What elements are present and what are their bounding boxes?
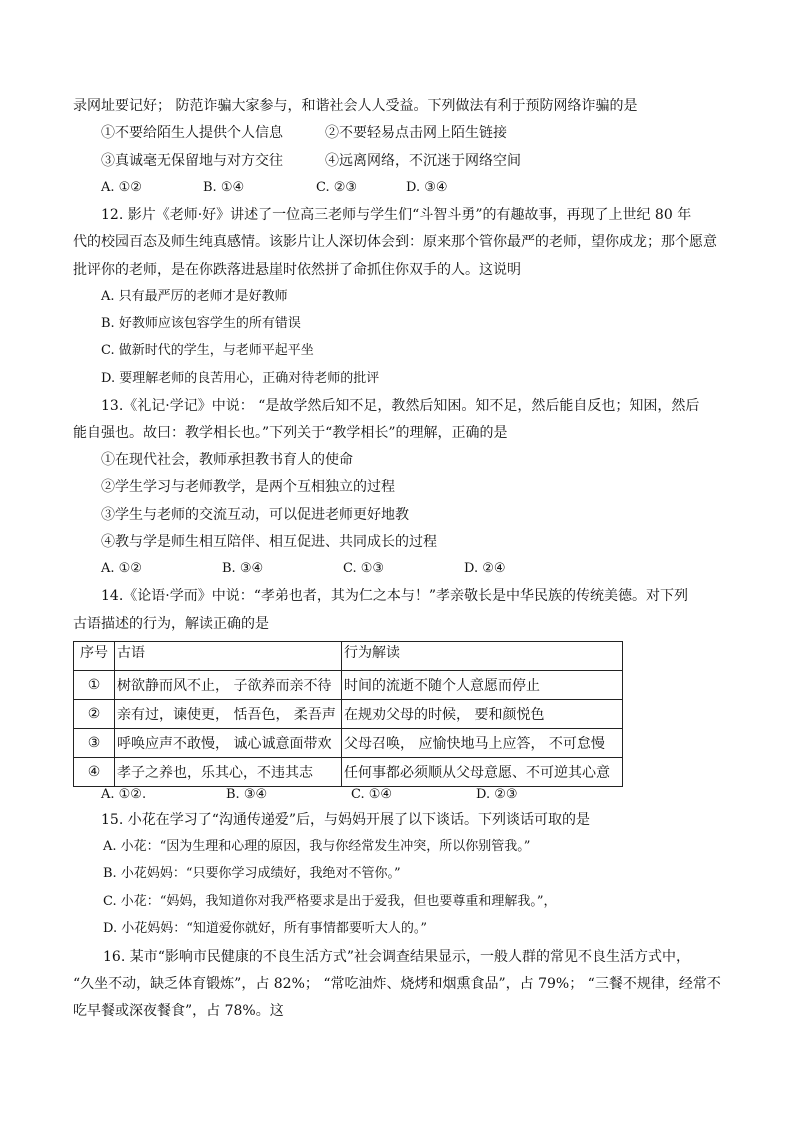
q15-option-a: A. 小花：“因为生理和心理的原因，我与你经常发生冲突，所以你别管我。” xyxy=(103,839,531,854)
q11-choice-a: A. ①② xyxy=(101,180,142,195)
q11-choice-b: B. ①④ xyxy=(203,180,245,195)
q11-item-3: ③真诚毫无保留地与对方交往 xyxy=(101,153,283,169)
q13-stem-line-1: 13.《礼记·学记》中说： “是故学然后知不足，教然后知困。知不足，然后能自反也；知困，然后 xyxy=(101,398,700,414)
q13-item-4: ④教与学是师生相互陪伴、相互促进、共同成长的过程 xyxy=(101,534,437,550)
q13-stem-line-2: 能自强也。故曰：教学相长也。”下列关于“教学相长”的理解，正确的是 xyxy=(73,425,508,441)
q16-stem-line-3: 吃早餐或深夜餐食”，占 78%。这 xyxy=(73,1003,284,1019)
table-row xyxy=(74,700,623,729)
table-cell: 树欲静而风不止， 子欲养而亲不待 xyxy=(115,671,342,700)
table-cell: 时间的流逝不随个人意愿而停止 xyxy=(342,671,623,700)
table-cell: 孝子之养也，乐其心，不违其志 xyxy=(115,758,342,787)
table-cell: ③ xyxy=(74,729,115,758)
q14-choice-c: C. ①④ xyxy=(351,787,393,802)
q11-choice-c: C. ②③ xyxy=(316,180,358,195)
q14-table xyxy=(73,641,623,787)
q11-item-2: ②不要轻易点击网上陌生链接 xyxy=(325,125,507,141)
q15-stem: 15. 小花在学习了“沟通传递爱”后，与妈妈开展了以下谈话。下列谈话可取的是 xyxy=(101,812,591,828)
table-header-cell: 古语 xyxy=(115,642,342,671)
table-header-cell: 序号 xyxy=(74,642,115,671)
q15-option-d: D. 小花妈妈：“知道爱你就好，所有事情都要听大人的。” xyxy=(103,921,428,936)
table-row xyxy=(74,729,623,758)
table-cell: 父母召唤， 应愉快地马上应答， 不可怠慢 xyxy=(342,729,623,758)
q14-stem-line-1: 14.《论语·学而》中说：“孝弟也者，其为仁之本与！”孝亲敬长是中华民族的传统美德。对下列 xyxy=(101,588,689,604)
q14-stem-line-2: 古语描述的行为，解读正确的是 xyxy=(73,616,269,632)
table-cell: 亲有过，谏使更， 恬吾色， 柔吾声 xyxy=(115,700,342,729)
q13-item-3: ③学生与老师的交流互动，可以促进老师更好地教 xyxy=(101,507,409,523)
q12-option-c: C. 做新时代的学生，与老师平起平坐 xyxy=(101,343,314,358)
q12-stem-line-2: 代的校园百态及师生纯真感情。该影片让人深切体会到：原来那个管你最严的老师，望你成龙；那个愿意 xyxy=(73,234,717,250)
q13-item-2: ②学生学习与老师教学，是两个互相独立的过程 xyxy=(101,479,395,495)
table-cell: ① xyxy=(74,671,115,700)
q13-choice-b: B. ③④ xyxy=(222,561,264,576)
q16-stem-line-1: 16. 某市“影响市民健康的不良生活方式”社会调查结果显示，一般人群的常见不良生活方式中， xyxy=(103,949,691,965)
table-row xyxy=(74,671,623,700)
q14-choice-d: D. ②③ xyxy=(476,787,518,802)
q13-choice-d: D. ②④ xyxy=(464,561,506,576)
table-cell: ④ xyxy=(74,758,115,787)
table-cell: 任何事都必须顺从父母意愿、不可逆其心意 xyxy=(342,758,623,787)
table-cell: ② xyxy=(74,700,115,729)
table-cell: 呼唤应声不敢慢， 诚心诚意面带欢 xyxy=(115,729,342,758)
q15-option-c: C. 小花：“妈妈，我知道你对我严格要求是出于爱我，但也要尊重和理解我。”， xyxy=(103,894,557,909)
table-header-row xyxy=(74,642,623,671)
q13-choice-a: A. ①② xyxy=(101,561,142,576)
table-row xyxy=(74,758,623,787)
q12-stem-line-3: 批评你的老师，是在你跌落进悬崖时依然拼了命抓住你双手的人。这说明 xyxy=(73,262,521,278)
q12-option-d: D. 要理解老师的良苦用心，正确对待老师的批评 xyxy=(101,371,380,386)
table-header-cell: 行为解读 xyxy=(342,642,623,671)
q12-option-b: B. 好教师应该包容学生的所有错误 xyxy=(101,316,301,331)
q12-stem-line-1: 12. 影片《老师·好》讲述了一位高三老师与学生们“斗智斗勇”的有趣故事，再现了上世纪 80 年 xyxy=(101,207,692,223)
q13-choice-c: C. ①③ xyxy=(343,561,385,576)
q13-item-1: ①在现代社会，教师承担教书育人的使命 xyxy=(101,452,353,468)
table-cell: 在规劝父母的时候， 要和颜悦色 xyxy=(342,700,623,729)
q14-choice-a: A. ①②. xyxy=(101,787,147,802)
q11-choice-d: D. ③④ xyxy=(406,180,448,195)
q11-stem-line: 录网址要记好； 防范诈骗大家参与，和谐社会人人受益。下列做法有利于预防网络诈骗的是 xyxy=(73,98,638,114)
q11-item-1: ①不要给陌生人提供个人信息 xyxy=(101,125,283,141)
q14-choice-b: B. ③④ xyxy=(226,787,268,802)
q12-option-a: A. 只有最严厉的老师才是好教师 xyxy=(101,289,288,304)
q15-option-b: B. 小花妈妈：“只要你学习成绩好，我绝对不管你。” xyxy=(103,866,401,881)
q11-item-4: ④远离网络，不沉迷于网络空间 xyxy=(325,153,521,169)
q16-stem-line-2: “久坐不动，缺乏体育锻炼”，占 82%； “常吃油炸、烧烤和烟熏食品”，占 79%； “三餐不规律，经常不 xyxy=(73,976,721,992)
